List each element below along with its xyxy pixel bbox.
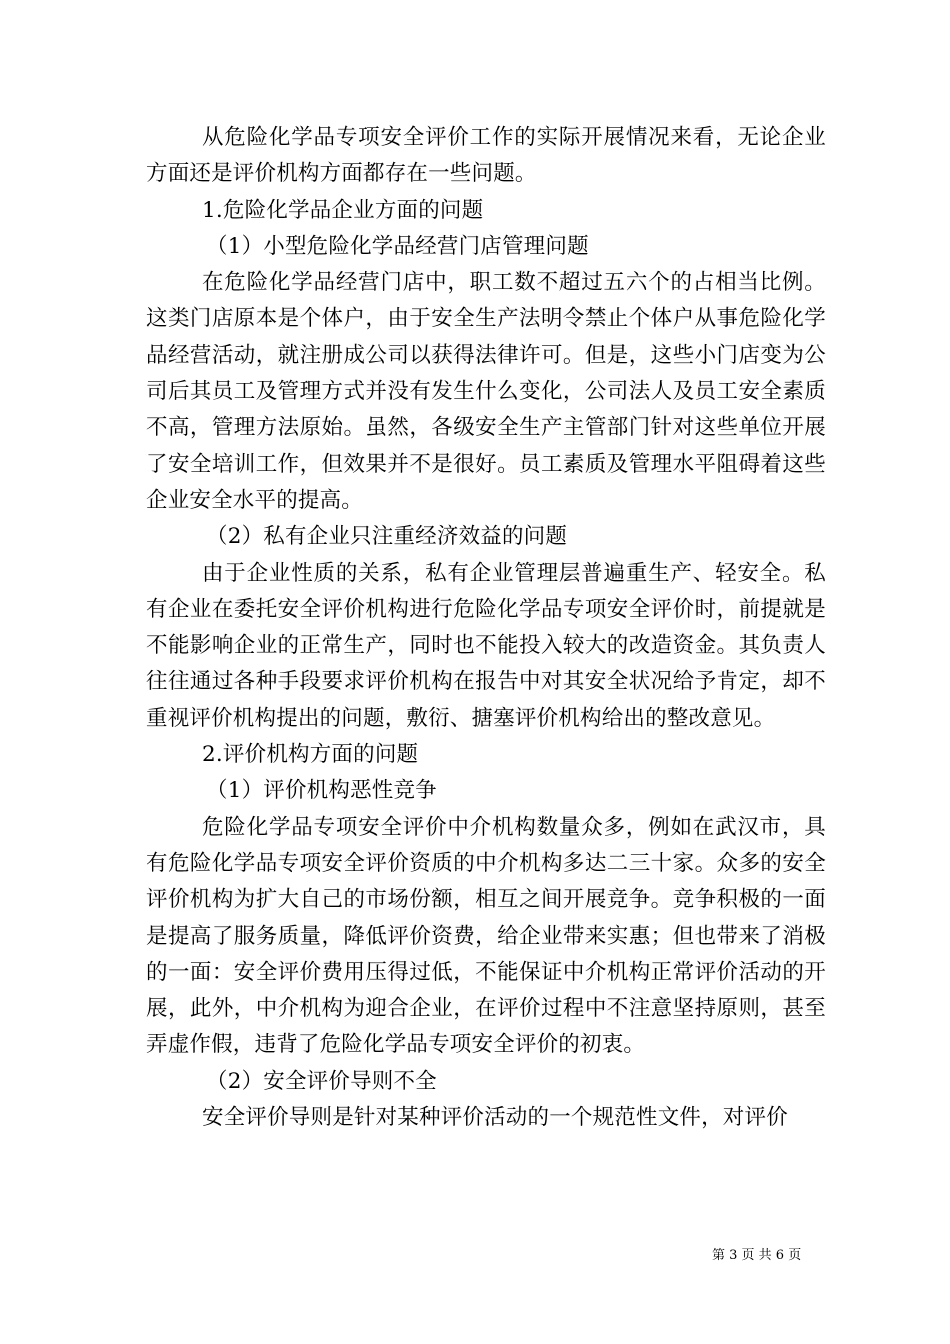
page-number: 第 3 页 共 6 页: [712, 1248, 802, 1263]
subheading-1-2: （2）私有企业只注重经济效益的问题: [206, 524, 568, 550]
paragraph-intro: 从危险化学品专项安全评价工作的实际开展情况来看，无论企业方面还是评价机构方面都存在一些问题。: [146, 125, 826, 187]
section-heading-1: 1.危险化学品企业方面的问题: [202, 197, 484, 223]
document-body: [146, 120, 826, 1136]
paragraph-competition: 危险化学品专项安全评价中介机构数量众多，例如在武汉市，具有危险化学品专项安全评价资质的中介机构多达二三十家。众多的安全评价机构为扩大自己的市场份额，相互之间开展竞争。竞争积极的一面是提高了服务质量，降低评价资费，给企业带来实惠；但也带来了消极的一面：安全评价费用压得过低，不能保证中介机构正常评价活动的开展，此外，中介机构为迎合企业，在评价过程中不注意坚持原则，甚至弄虚作假，违背了危险化学品专项安全评价的初衷。: [146, 814, 826, 1058]
subheading-2-2: （2）安全评价导则不全: [206, 1068, 437, 1094]
subheading-1-1: （1）小型危险化学品经营门店管理问题: [206, 233, 589, 259]
paragraph-guidelines: 安全评价导则是针对某种评价活动的一个规范性文件，对评价: [202, 1105, 788, 1131]
paragraph-private-enterprises: 由于企业性质的关系，私有企业管理层普遍重生产、轻安全。私有企业在委托安全评价机构进行危险化学品专项安全评价时，前提就是不能影响企业的正常生产，同时也不能投入较大的改造资金。其负责人往往通过各种手段要求评价机构在报告中对其安全状况给予肯定，却不重视评价机构提出的问题，敷衍、搪塞评价机构给出的整改意见。: [146, 560, 826, 731]
subheading-2-1: （1）评价机构恶性竞争: [206, 778, 437, 804]
paragraph-small-shops: 在危险化学品经营门店中，职工数不超过五六个的占相当比例。这类门店原本是个体户，由于安全生产法明令禁止个体户从事危险化学品经营活动，就注册成公司以获得法律许可。但是，这些小门店变为公司后其员工及管理方式并没有发生什么变化，公司法人及员工安全素质不高，管理方法原始。虽然，各级安全生产主管部门针对这些单位开展了安全培训工作，但效果并不是很好。员工素质及管理水平阻碍着这些企业安全水平的提高。: [146, 270, 826, 513]
section-heading-2: 2.评价机构方面的问题: [202, 742, 419, 768]
